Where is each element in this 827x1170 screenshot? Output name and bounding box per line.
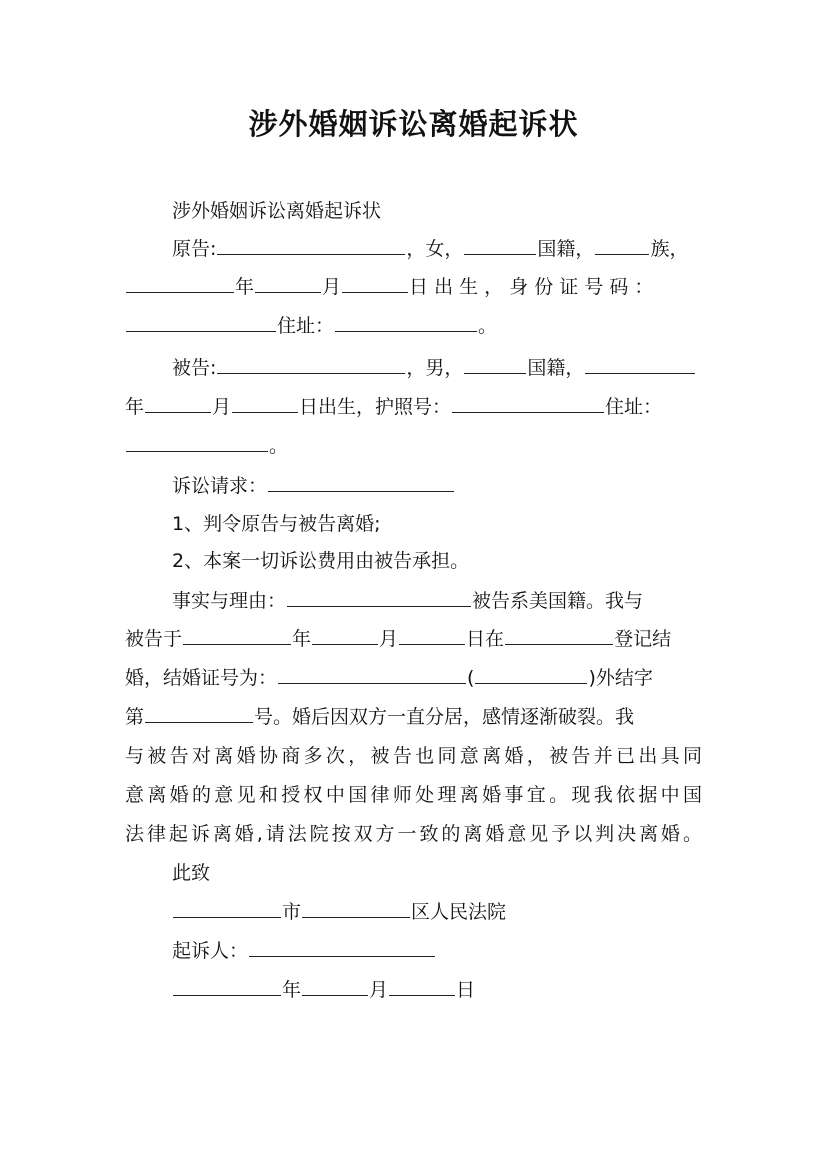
plaintiff-ethnicity-blank[interactable] bbox=[595, 235, 649, 255]
petitioner-blank[interactable] bbox=[249, 937, 435, 957]
plaintiff-address-blank[interactable] bbox=[335, 312, 477, 332]
date-month-blank[interactable] bbox=[302, 976, 368, 996]
plaintiff-birth-day-blank[interactable] bbox=[342, 273, 408, 293]
marriage-day-blank[interactable] bbox=[399, 625, 465, 645]
plaintiff-birth-month-blank[interactable] bbox=[255, 273, 321, 293]
claims-blank[interactable] bbox=[268, 472, 454, 492]
defendant-line-2: 年 月 日出生，护照号： 住址： bbox=[125, 393, 702, 421]
plaintiff-birth-year-blank[interactable] bbox=[126, 273, 234, 293]
marriage-cert-serial-blank[interactable] bbox=[145, 703, 253, 723]
marriage-cert-prefix-blank[interactable] bbox=[475, 664, 587, 684]
date-line: 年 月 日 bbox=[125, 976, 702, 1004]
defendant-birth-month-blank[interactable] bbox=[145, 393, 211, 413]
facts-nationality-blank[interactable] bbox=[287, 587, 471, 607]
claims-label-line: 诉讼请求： bbox=[125, 472, 702, 500]
claim-item-2: 2、本案一切诉讼费用由被告承担。 bbox=[172, 550, 470, 572]
marriage-year-blank[interactable] bbox=[183, 625, 291, 645]
court-district-blank[interactable] bbox=[302, 898, 410, 918]
petitioner-line: 起诉人： bbox=[125, 937, 702, 965]
plaintiff-line-3: 住址： 。 bbox=[125, 312, 702, 340]
facts-line-6: 意离婚的意见和授权中国律师处理离婚事宜。现我依据中国 bbox=[125, 784, 702, 806]
defendant-passport-blank[interactable] bbox=[452, 393, 604, 413]
plaintiff-line-2: 年 月 日 出 生 ， 身 份 证 号 码 ： bbox=[125, 273, 702, 301]
facts-line-1: 事实与理由： 被告系美国籍。我与 bbox=[125, 587, 702, 615]
date-day-blank[interactable] bbox=[389, 976, 455, 996]
defendant-address-blank[interactable] bbox=[126, 432, 268, 452]
facts-line-4: 第 号。婚后因双方一直分居，感情逐渐破裂。我 bbox=[125, 703, 702, 731]
marriage-cert-number-blank[interactable] bbox=[278, 664, 466, 684]
subtitle: 涉外婚姻诉讼离婚起诉状 bbox=[172, 200, 382, 222]
facts-line-3: 婚，结婚证号为： ( )外结字 bbox=[125, 664, 702, 692]
defendant-birth-year-blank[interactable] bbox=[585, 354, 695, 374]
court-city-blank[interactable] bbox=[173, 898, 281, 918]
defendant-birth-day-blank[interactable] bbox=[232, 393, 298, 413]
defendant-nationality-blank[interactable] bbox=[464, 354, 526, 374]
date-year-blank[interactable] bbox=[173, 976, 281, 996]
marriage-month-blank[interactable] bbox=[312, 625, 378, 645]
document-title: 涉外婚姻诉讼离婚起诉状 bbox=[248, 107, 579, 141]
defendant-line-1: 被告: ，男， 国籍， bbox=[125, 354, 702, 382]
plaintiff-id-blank[interactable] bbox=[126, 312, 276, 332]
plaintiff-nationality-blank[interactable] bbox=[464, 235, 536, 255]
defendant-line-3: 。 bbox=[125, 432, 702, 460]
defendant-name-blank[interactable] bbox=[217, 354, 405, 374]
facts-line-7: 法律起诉离婚,请法院按双方一致的离婚意见予以判决离婚。 bbox=[125, 823, 702, 845]
claim-item-1: 1、判令原告与被告离婚; bbox=[172, 513, 381, 535]
facts-line-5: 与被告对离婚协商多次，被告也同意离婚，被告并已出具同 bbox=[125, 745, 702, 767]
plaintiff-name-blank[interactable] bbox=[217, 235, 405, 255]
plaintiff-line-1: 原告: ，女， 国籍， 族， bbox=[125, 235, 702, 263]
marriage-place-blank[interactable] bbox=[505, 625, 613, 645]
greeting: 此致 bbox=[172, 862, 211, 884]
facts-line-2: 被告于 年 月 日在 登记结 bbox=[125, 625, 702, 653]
court-line: 市 区人民法院 bbox=[125, 898, 702, 926]
